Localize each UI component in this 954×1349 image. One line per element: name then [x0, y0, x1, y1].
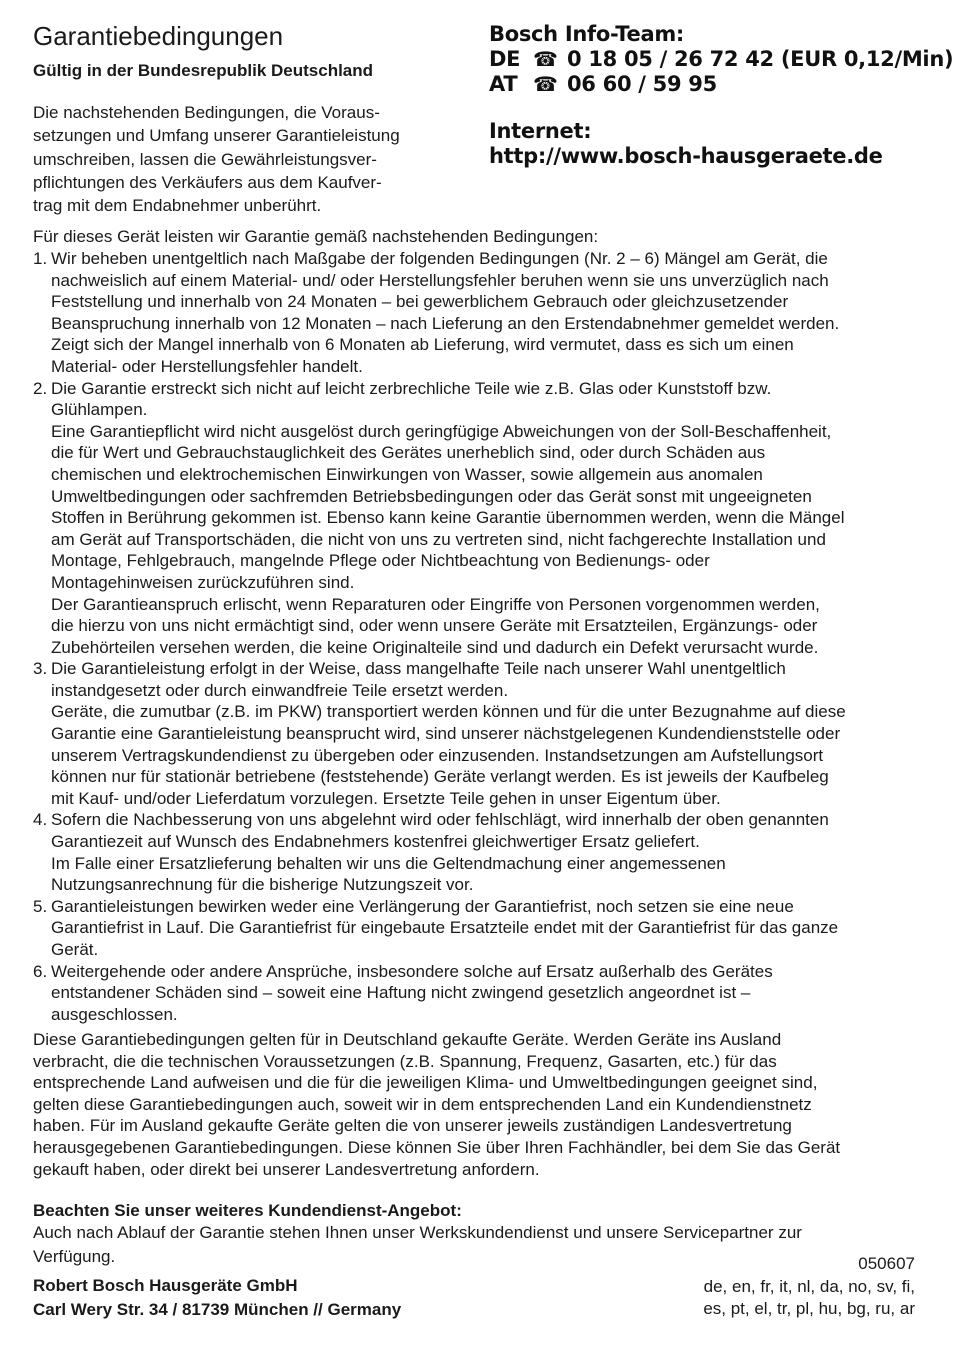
condition-item — [33, 378, 918, 659]
phone-number: 06 60 / 59 95 — [567, 72, 717, 96]
conditions-lead: Für dieses Gerät leisten wir Garantie gemäß nachstehenden Bedingungen: — [33, 227, 599, 246]
condition-item — [33, 248, 918, 378]
condition-number: 2. — [33, 378, 48, 398]
condition-paragraph: Im Falle einer Ersatzlieferung behalten wir uns die Geltendmachung einer angemessenen Nutzungsanrechnung für die bisherige Nutzungszeit vor. — [51, 853, 726, 895]
website-link[interactable]: http://www.bosch-hausgeraete.de — [489, 144, 883, 168]
service-notice-text: Auch nach Ablauf der Garantie stehen Ihnen unser Werkskundendienst und unsere Servicepartner zur Verfügung. — [33, 1223, 802, 1266]
condition-number: 4. — [33, 810, 48, 830]
condition-paragraph: Die Garantieleistung erfolgt in der Weise, dass mangelhafte Teile nach unserer Wahl unentgeltlich instandgesetzt oder durch einwandfreie Teile ersetzt werden. — [51, 659, 786, 700]
language-codes: de, en, fr, it, nl, da, no, sv, fi, es, pt, el, tr, pl, hu, bg, ru, ar — [703, 1277, 915, 1318]
condition-number: 6. — [33, 961, 48, 981]
internet-label: Internet: — [489, 119, 592, 143]
condition-paragraph: Sofern die Nachbesserung von uns abgelehnt wird oder fehlschlägt, wird innerhalb der oben genannten Garantiezeit auf Wunsch des Endabnehmers kostenfrei gleichwertiger Ersatz geliefert. — [51, 810, 829, 852]
condition-paragraph: Eine Garantiepflicht wird nicht ausgelöst durch geringfügige Abweichungen von der Soll-Beschaffenheit, die für Wert und Gebrauchstauglichkeit des Gerätes unerheblich sind, oder durch Schäden aus chemischen und elektrochemischen Einwirkungen von Wasser, sowie allgemein aus anomalen Umweltbedingungen oder sachfremden Betriebsbedingungen oder das Gerät sonst mit ungeeigneten Stoffen in Berührung gekommen ist. Ebenso kann keine Garantie übernommen werden, wenn die Mängel am Gerät auf Transportschäden, die nicht von uns zu vertreten sind, nicht fachgerechte Installation und Montage, Fehlgebrauch, mangelnde Pflege oder Nichtbeachtung von Bedienungs- oder Montagehinweisen zurückzuführen sind. — [51, 421, 845, 592]
condition-paragraph: Geräte, die zumutbar (z.B. im PKW) transportiert werden können und für die unter Bezugnahme auf diese Garantie eine Garantieleistung beansprucht wird, sind unserer nächstgelegenen Kundendienststelle oder unserem Vertragskundendienst zu übergeben oder einzusenden. Instandsetzungen am Aufstellungsort können nur für stationär betriebene (feststehende) Geräte verlangt werden. Es ist jeweils der Kaufbeleg mit Kauf- und/oder Lieferdatum vorzulegen. Ersetzte Teile gehen in unser Eigentum über. — [51, 702, 846, 808]
info-team-block — [489, 22, 953, 169]
conditions-list — [33, 248, 918, 1025]
condition-item — [33, 896, 918, 961]
condition-number: 5. — [33, 896, 48, 916]
intro-text: Die nachstehenden Bedingungen, die Voraus- setzungen und Umfang unserer Garantieleistung umschreiben, lassen die Gewährleistungsver- pflichtungen des Verkäufers aus dem Kaufver- trag mit dem Endabnehmer unberührt. — [33, 103, 400, 216]
country-code: DE — [489, 47, 521, 71]
condition-number: 1. — [33, 249, 48, 268]
phone-number: 0 18 05 / 26 72 42 (EUR 0,12/Min) — [567, 47, 954, 71]
country-code: AT — [489, 72, 518, 96]
phone-icon: ☎ — [533, 47, 558, 71]
page-title: Garantiebedingungen — [33, 21, 284, 51]
condition-paragraph: Weitergehende oder andere Ansprüche, insbesondere solche auf Ersatz außerhalb des Gerätes entstandener Schäden sind – soweit eine Haftung nicht zwingend gesetzlich angeordnet ist – ausgeschlossen. — [51, 961, 773, 1024]
info-team-heading: Bosch Info-Team: — [489, 22, 685, 46]
condition-number: 3. — [33, 659, 48, 679]
company-address: Carl Wery Str. 34 / 81739 München // Germany — [33, 1300, 402, 1319]
spacer — [489, 97, 953, 119]
page-subtitle: Gültig in der Bundesrepublik Deutschland — [33, 61, 374, 80]
condition-paragraph: Die Garantie erstreckt sich nicht auf leicht zerbrechliche Teile wie z.B. Glas oder Kunststoff bzw. Glühlampen. — [51, 378, 772, 420]
company-name: Robert Bosch Hausgeräte GmbH — [33, 1276, 298, 1295]
closing-text: Diese Garantiebedingungen gelten für in Deutschland gekaufte Geräte. Werden Geräte ins Ausland verbracht, die die technischen Voraussetzungen (z.B. Spannung, Frequenz, Gasarten, etc.) für das entsprechende Land aufweisen und die für die jeweiligen Klima- und Umweltbedingungen geeignet sind, gelten diese Garantiebedingungen auch, soweit wir in dem entsprechenden Land ein Kundendienstnetz haben. Für im Ausland gekaufte Geräte gelten die von unserer jeweils zuständigen Landesvertretung herausgegebenen Garantiebedingungen. Diese können Sie über Ihren Fachhändler, bei dem Sie das Gerät gekauft haben, oder direkt bei unserer Landesvertretung anfordern. — [33, 1030, 841, 1179]
phone-row-de — [489, 47, 953, 72]
condition-item — [33, 809, 918, 895]
condition-item — [33, 658, 918, 809]
phone-row-at — [489, 72, 953, 97]
condition-paragraph: Wir beheben unentgeltlich nach Maßgabe der folgenden Bedingungen (Nr. 2 – 6) Mängel am Gerät, die nachweislich auf einem Material- und/ oder Herstellungsfehler beruhen wenn sie uns unverzüglich nach Feststellung und innerhalb von 24 Monaten – bei gewerblichem Gebrauch oder gleichzusetzender Beanspruchung innerhalb von 12 Monaten – nach Lieferung an den Erstendabnehmer gemeldet werden. Zeigt sich der Mangel innerhalb von 6 Monaten ab Lieferung, wird vermutet, dass es sich um einen Material- oder Herstellungsfehler handelt. — [51, 249, 840, 376]
document-code: 050607 — [858, 1254, 915, 1273]
condition-paragraph: Garantieleistungen bewirken weder eine Verlängerung der Garantiefrist, noch setzen sie eine neue Garantiefrist in Lauf. Die Garantiefrist für eingebaute Ersatzteile endet mit der Garantiefrist für das ganze Gerät. — [51, 896, 839, 959]
company-block — [33, 1274, 401, 1322]
condition-item — [33, 961, 918, 1026]
service-notice-heading: Beachten Sie unser weiteres Kundendienst-Angebot: — [33, 1201, 462, 1220]
condition-paragraph: Der Garantieanspruch erlischt, wenn Reparaturen oder Eingriffe von Personen vorgenommen werden, die hierzu von uns nicht ermächtigt sind, oder wenn unsere Geräte mit Ersatzteilen, Ergänzungs- oder Zubehörteilen versehen werden, die keine Originalteile sind und dadurch ein Defekt verursacht wurde. — [51, 594, 820, 657]
phone-icon: ☎ — [533, 72, 558, 96]
